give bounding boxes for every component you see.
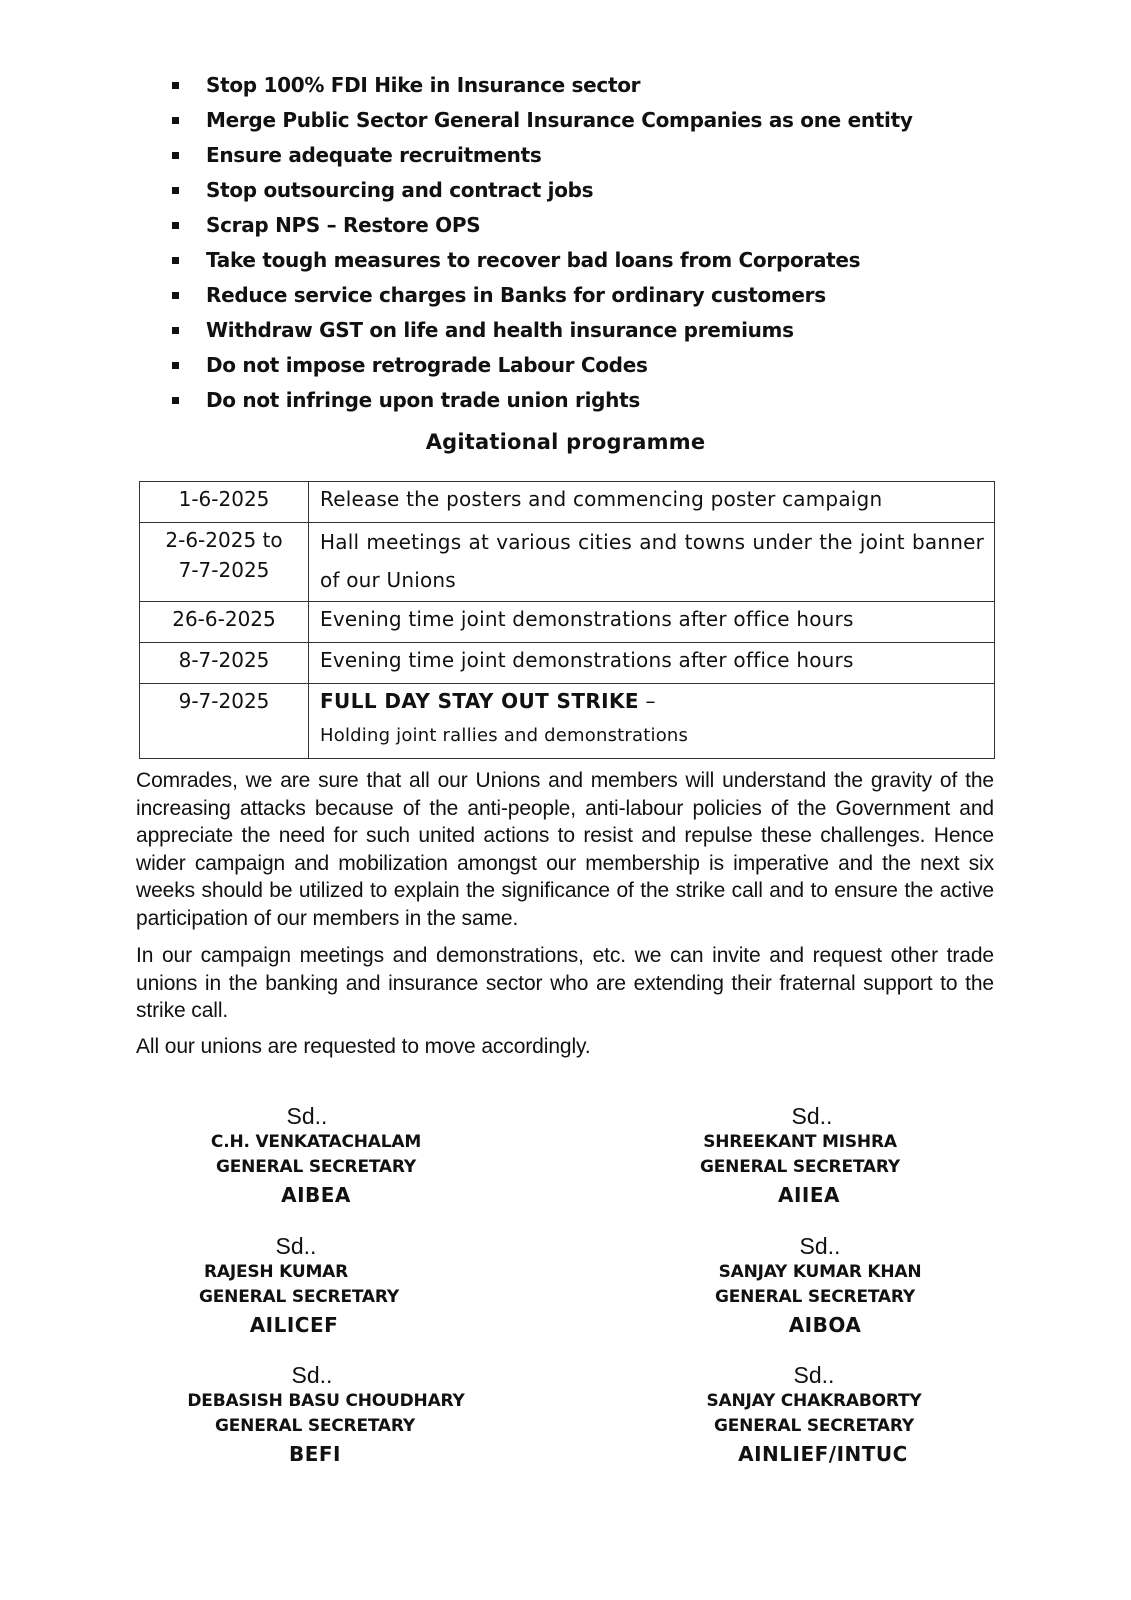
description-cell: FULL DAY STAY OUT STRIKE – Holding joint rallies and demonstrations: [309, 684, 995, 759]
list-item: Do not impose retrograde Labour Codes: [172, 348, 992, 383]
table-row: [140, 602, 995, 643]
description-cell: Hall meetings at various cities and towns under the joint banner of our Unions: [309, 523, 995, 602]
signature-block-aibea: Sd.. C.H. VENKATACHALAM GENERAL SECRETARY AIBEA: [210, 1103, 422, 1207]
signature-block-aiiea: Sd.. SHREEKANT MISHRA GENERAL SECRETARY AIIEA: [700, 1103, 900, 1207]
square-bullet-icon: [172, 257, 179, 264]
date-cell: 26-6-2025: [140, 602, 309, 643]
programme-heading: Agitational programme: [425, 430, 706, 454]
signature-block-aiboa: Sd.. SANJAY KUMAR KHAN GENERAL SECRETARY AIBOA: [715, 1233, 922, 1337]
signature-block-ailicef: Sd.. RAJESH KUMAR GENERAL SECRETARY AILICEF: [199, 1233, 399, 1337]
strike-title: FULL DAY STAY OUT STRIKE: [320, 689, 639, 713]
body-paragraph: In our campaign meetings and demonstrations, etc. we can invite and request other trade unions in the banking and insurance sector who are extending their fraternal support to the strike call.: [136, 944, 994, 1022]
square-bullet-icon: [172, 187, 179, 194]
date-cell: 1-6-2025: [140, 482, 309, 523]
table-row: [140, 643, 995, 684]
body-paragraph: Comrades, we are sure that all our Unions and members will understand the gravity of the increasing attacks because of the anti-people, anti-labour policies of the Government and appreciate the need for such united actions to resist and repulse these challenges. Hence wider campaign and mobilization amongst our membership is imperative and the next six weeks should be utilized to explain the significance of the strike call and to ensure the active participation of our members in the same.: [136, 769, 994, 930]
signature-block-befi: Sd.. DEBASISH BASU CHOUDHARY GENERAL SECRETARY BEFI: [187, 1362, 465, 1466]
square-bullet-icon: [172, 362, 179, 369]
description-cell: Evening time joint demonstrations after office hours: [309, 643, 995, 684]
strike-subtitle: Holding joint rallies and demonstrations: [320, 725, 689, 746]
list-item: Merge Public Sector General Insurance Companies as one entity: [172, 103, 992, 138]
list-item: Take tough measures to recover bad loans from Corporates: [172, 243, 992, 278]
table-row: [140, 684, 995, 759]
demands-list: [172, 68, 992, 418]
square-bullet-icon: [172, 327, 179, 334]
date-cell: 8-7-2025: [140, 643, 309, 684]
square-bullet-icon: [172, 397, 179, 404]
date-cell: 2-6-2025 to 7-7-2025: [140, 523, 309, 602]
date-cell: 9-7-2025: [140, 684, 309, 759]
square-bullet-icon: [172, 222, 179, 229]
list-item: Stop outsourcing and contract jobs: [172, 173, 992, 208]
list-item: Do not infringe upon trade union rights: [172, 383, 992, 418]
body-paragraph: All our unions are requested to move accordingly.: [136, 1035, 591, 1058]
list-item: Reduce service charges in Banks for ordinary customers: [172, 278, 992, 313]
list-item: Scrap NPS – Restore OPS: [172, 208, 992, 243]
table-row: [140, 482, 995, 523]
description-cell: Release the posters and commencing poster campaign: [309, 482, 995, 523]
list-item: Withdraw GST on life and health insurance premiums: [172, 313, 992, 348]
square-bullet-icon: [172, 292, 179, 299]
square-bullet-icon: [172, 117, 179, 124]
list-item: Ensure adequate recruitments: [172, 138, 992, 173]
list-item: Stop 100% FDI Hike in Insurance sector: [172, 68, 992, 103]
description-cell: Evening time joint demonstrations after office hours: [309, 602, 995, 643]
signature-block-ainlief: Sd.. SANJAY CHAKRABORTY GENERAL SECRETARY AINLIEF/INTUC: [706, 1362, 922, 1466]
square-bullet-icon: [172, 82, 179, 89]
table-row: [140, 523, 995, 602]
programme-table: [139, 481, 995, 759]
square-bullet-icon: [172, 152, 179, 159]
